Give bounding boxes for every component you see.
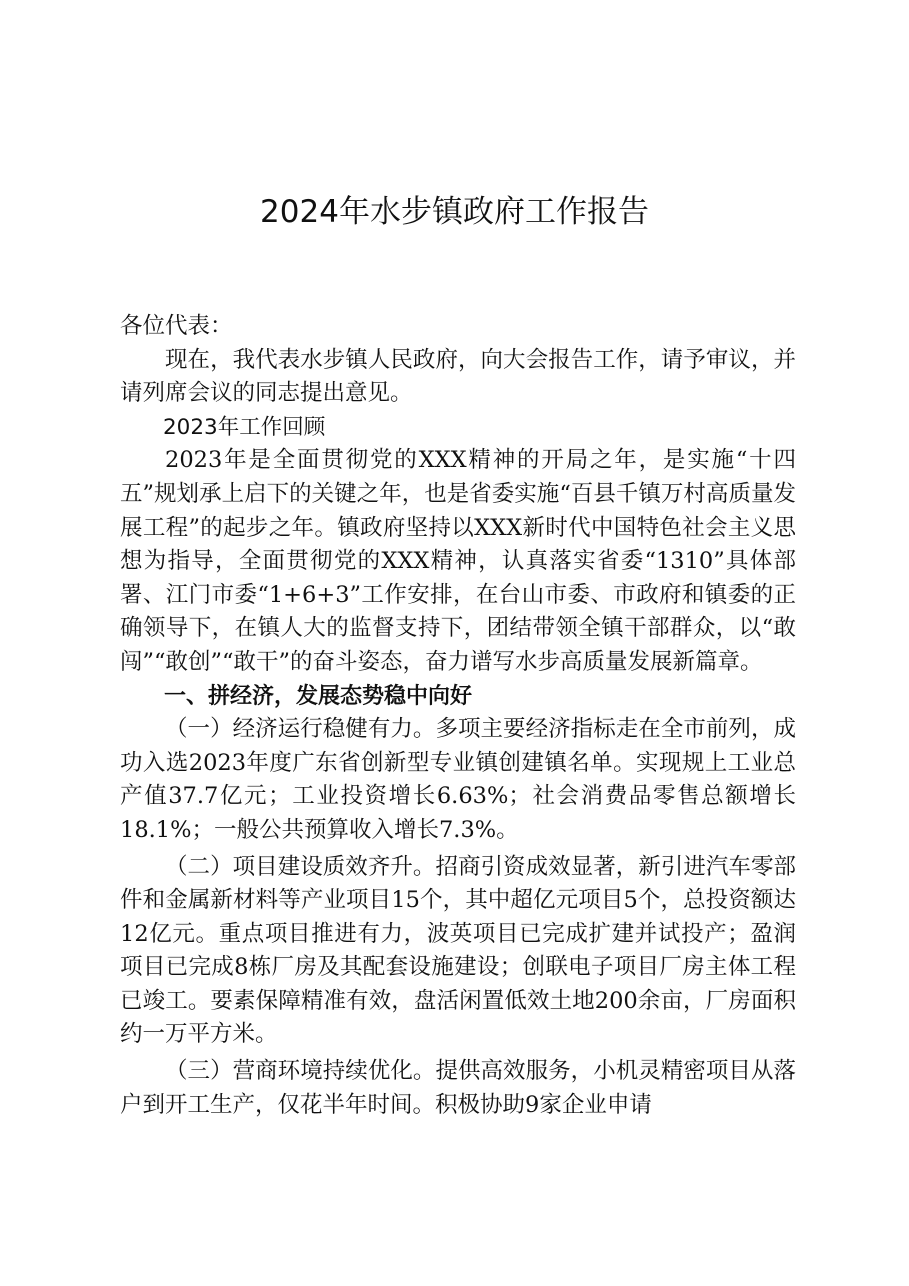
heading-economy: 一、拼经济，发展态势稳中向好 [164,683,473,709]
item-business-environment: （三）营商环境持续优化。提供高效服务，小机灵精密项目从落户到开工生产，仅花半年时间。积极协助9家企业申请 [120,1058,796,1118]
salutation: 各位代表： [120,313,233,339]
review-paragraph: 2023年是全面贯彻党的XXX精神的开局之年，是实施“十四五”规划承上启下的关键之年，也是省委实施“百县千镇万村高质量发展工程”的起步之年。镇政府坚持以XXX新时代中国特色社会主义思想为指导，全面贯彻党的XXX精神，认真落实省委“1310”具体部署、江门市委“1+6+3”工作安排，在台山市委、市政府和镇委的正确领导下，在镇人大的监督支持下，团结带领全镇干部群众，以“敢闯”“敢创”“敢干”的奋斗姿态，奋力谱写水步高质量发展新篇章。 [120,447,796,675]
item-project-construction: （二）项目建设质效齐升。招商引资成效显著，新引进汽车零部件和金属新材料等产业项目15个，其中超亿元项目5个，总投资额达12亿元。重点项目推进有力，波英项目已完成扩建并试投产；盈润项目已完成8栋厂房及其配套设施建设；创联电子项目厂房主体工程已竣工。要素保障精准有效，盘活闲置低效土地200余亩，厂房面积约一万平方米。 [120,853,796,1048]
document-title: 2024年水步镇政府工作报告 [260,194,649,230]
document-body [120,310,796,1122]
intro-paragraph: 现在，我代表水步镇人民政府，向大会报告工作，请予审议，并请列席会议的同志提出意见。 [120,346,796,407]
item-economy-operation: （一）经济运行稳健有力。多项主要经济指标走在全市前列，成功入选2023年度广东省创新型专业镇创建镇名单。实现规上工业总产值37.7亿元；工业投资增长6.63%；社会消费品零售总额增长18.1%；一般公共预算收入增长7.3%。 [120,716,796,843]
section-review-title: 2023年工作回顾 [163,414,326,440]
